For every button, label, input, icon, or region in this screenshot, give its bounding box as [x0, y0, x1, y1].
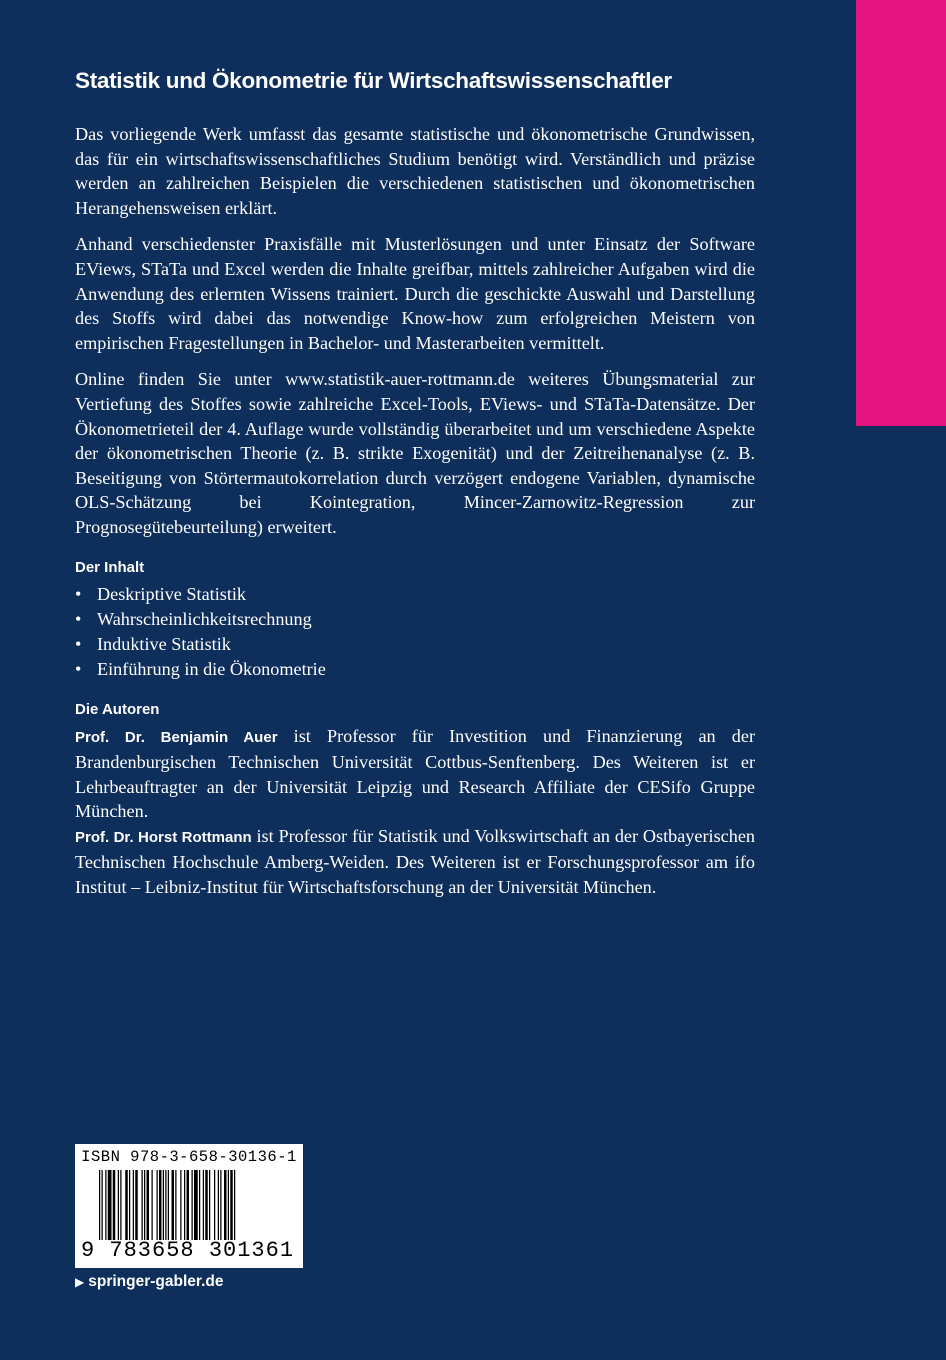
- description-paragraph-3: Online finden Sie unter www.statistik-auer-rottmann.de weiteres Übungsmaterial zur Vertiefung des Stoffes sowie zahlreiche Excel-Tools, EViews- und STaTa-Datensätze. Der Ökonometrieteil der 4. Auflage wurde vollständig überarbeitet und um verschiedene Aspekte der ökonometrischen Theorie (z. B. strikte Exogenität) und der Zeitreihenanalyse (z. B. Beseitigung von Störtermautokorrelation durch verzögert endogene Variablen, dynamische OLS-Schätzung bei Kointegration, Mincer-Zarnowitz-Regression zur Prognosegütebeurteilung) erweitert.: [75, 369, 755, 537]
- bullet-icon: •: [75, 658, 82, 679]
- author-text: ist Professor für Statistik und Volkswirtschaft an der Ostbayerischen Technischen Hochschule Amberg-Weiden. Des Weiteren ist er Forschungsprofessor am ifo Institut – Leibniz-Institut für Wirtschaftsforschung an der Universität München.: [75, 825, 755, 898]
- list-item: • Einführung in die Ökonometrie: [75, 657, 755, 682]
- description-paragraph-1: Das vorliegende Werk umfasst das gesamte statistische und ökonometrische Grundwissen, das für ein wirtschaftswissenschaftliches Studium benötigt wird. Verständlich und präzise werden an zahlreichen Beispielen die verschiedenen statistischen und ökonometrischen Herangehensweisen erklärt.: [75, 124, 755, 218]
- bullet-icon: •: [75, 633, 82, 654]
- book-title: Statistik und Ökonometrie für Wirtschaftswissenschaftler: [75, 68, 672, 93]
- barcode-bars: [99, 1170, 293, 1240]
- list-item: • Deskriptive Statistik: [75, 582, 755, 607]
- description-paragraph-2: Anhand verschiedenster Praxisfälle mit Musterlösungen und unter Einsatz der Software EViews, STaTa und Excel werden die Inhalte greifbar, mittels zahlreicher Aufgaben wird die Anwendung des erlernten Wissens trainiert. Durch die geschickte Auswahl und Darstellung des Stoffs wird dabei das notwendige Know-how zum erfolgreichen Meistern von empirischen Fragestellungen in Bachelor- und Masterarbeiten vermittelt.: [75, 234, 755, 353]
- triangle-right-icon: ▶: [75, 1275, 85, 1289]
- contents-list: [75, 582, 755, 682]
- author-bio-rottmann: [75, 824, 755, 900]
- author-text: ist Professor für Investition und Finanzierung an der Brandenburgischen Technischen Universität Cottbus-Senftenberg. Des Weiteren ist er Lehrbeauftragter an der Universität Leipzig und Research Affiliate der CESifo Gruppe München.: [75, 725, 755, 822]
- bullet-icon: •: [75, 583, 82, 604]
- back-cover-text: [75, 66, 755, 900]
- list-item: • Wahrscheinlichkeitsrechnung: [75, 607, 755, 632]
- author-bio-auer: [75, 724, 755, 824]
- authors-heading: Die Autoren: [75, 700, 160, 718]
- isbn-label: ISBN 978-3-658-30136-1: [81, 1148, 297, 1166]
- ean-digits: 9 783658 301361: [81, 1238, 295, 1263]
- isbn-barcode: [75, 1144, 303, 1268]
- contents-heading: Der Inhalt: [75, 558, 145, 576]
- publisher-link-label: springer-gabler.de: [88, 1273, 224, 1290]
- author-name: Prof. Dr. Horst Rottmann: [75, 828, 252, 846]
- publisher-link[interactable]: [75, 1273, 223, 1291]
- accent-tab: [856, 0, 946, 426]
- author-name: Prof. Dr. Benjamin Auer: [75, 728, 278, 746]
- list-item: • Induktive Statistik: [75, 632, 755, 657]
- bullet-icon: •: [75, 608, 82, 629]
